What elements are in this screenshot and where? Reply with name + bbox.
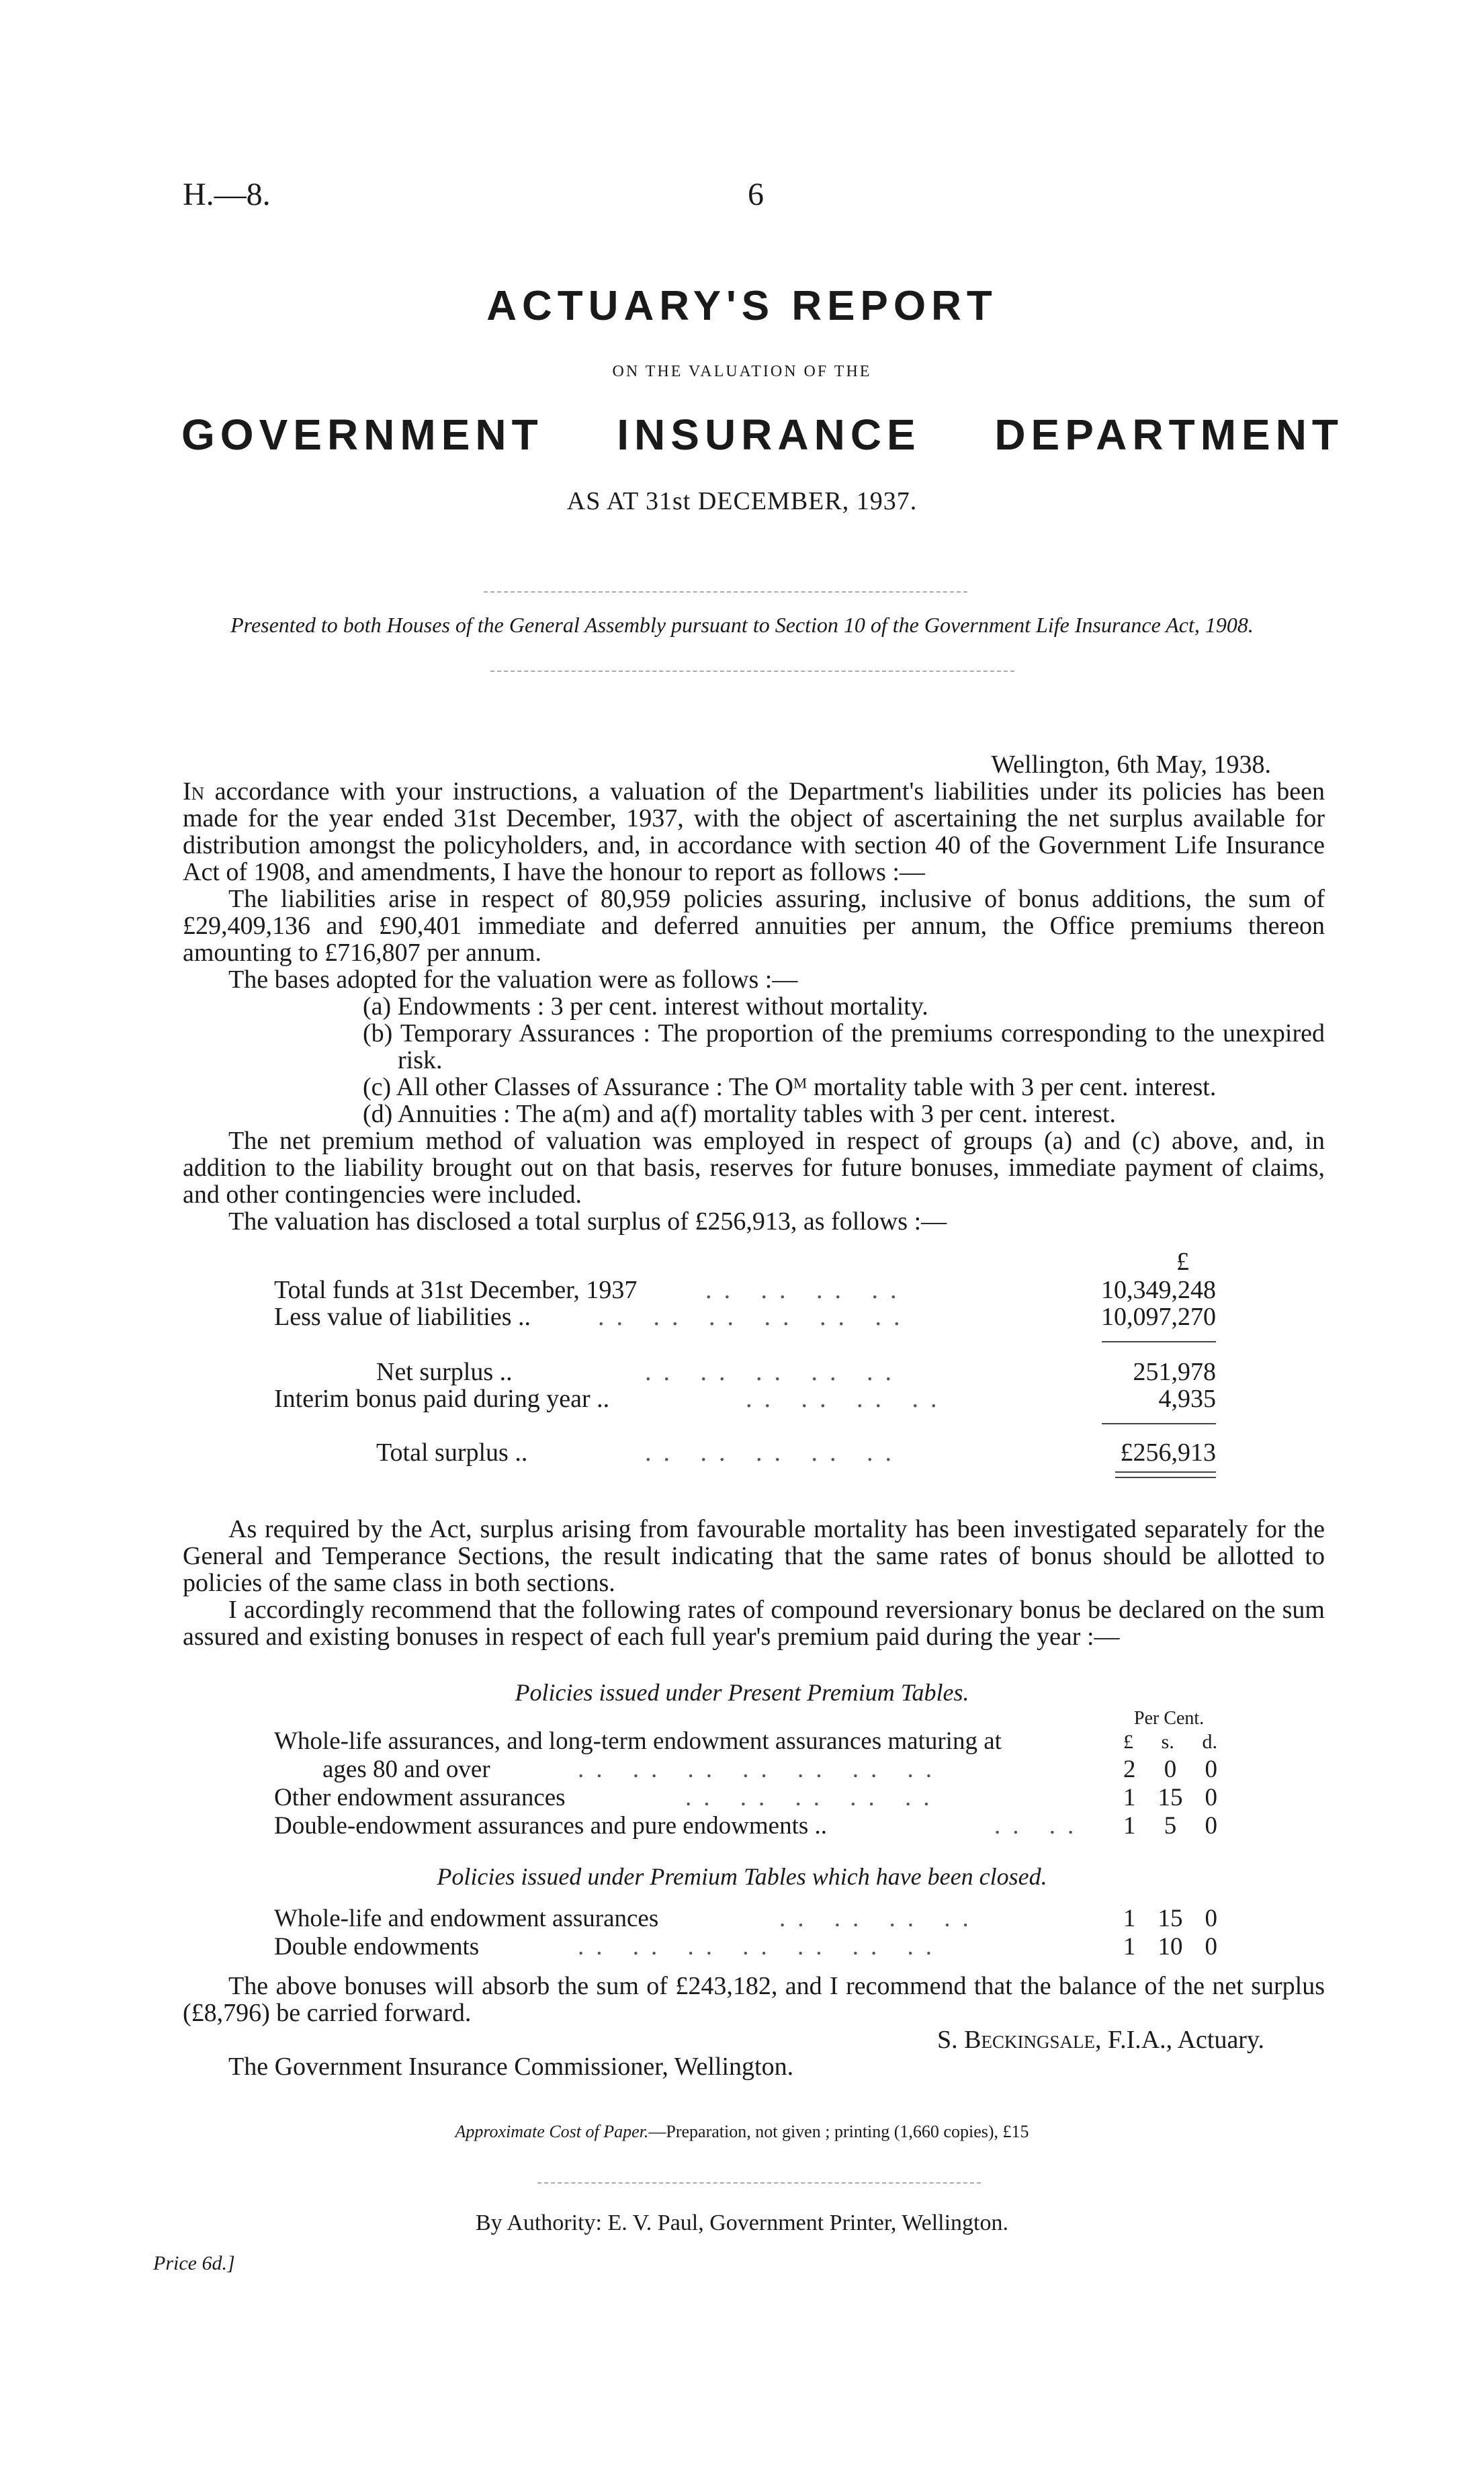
- currency-head: £: [1176, 1248, 1189, 1276]
- page-number: 6: [748, 177, 764, 212]
- bonus-rate: [1123, 1932, 1217, 1961]
- table-row-label: Less value of liabilities ..: [274, 1303, 531, 1331]
- signature-name: S. Beckingsale: [937, 2026, 1095, 2054]
- letter-body-continued: [183, 1516, 1325, 1650]
- unit-pound: £: [1123, 1731, 1133, 1753]
- percent-head: Per Cent.: [1134, 1708, 1205, 1729]
- rate-pence: 0: [1205, 1933, 1217, 1961]
- leader-dots: .. .. .. ..: [779, 1905, 981, 1932]
- leader-dots: .. .. .. ..: [746, 1385, 949, 1413]
- cost-label: Approximate Cost of Paper.: [455, 2122, 649, 2141]
- bonus-rate: [1123, 1755, 1217, 1784]
- closing: [183, 1973, 1325, 2080]
- leader-dots: .. .. .. .. ..: [645, 1438, 904, 1467]
- price: Price 6d.]: [153, 2252, 235, 2274]
- sum-rule: [1102, 1341, 1216, 1342]
- rate-pence: 0: [1205, 1756, 1217, 1783]
- cost-text: —Preparation, not given ; printing (1,660 copies), £15: [648, 2122, 1029, 2141]
- leader-dots: .. .. .. ..: [705, 1276, 909, 1304]
- table-row-label: Net surplus ..: [376, 1358, 513, 1386]
- bonus-row-label: Other endowment assurances: [274, 1784, 566, 1811]
- unit-shilling: s.: [1161, 1731, 1174, 1753]
- divider: [490, 671, 1014, 672]
- report-title: ACTUARY'S REPORT: [486, 283, 998, 329]
- paragraph: The above bonuses will absorb the sum of £243,182, and I recommend that the balance of the net surplus (£8,796) be carried forward.: [183, 1972, 1325, 2027]
- authority-line: By Authority: E. V. Paul, Government Printer, Wellington.: [476, 2210, 1008, 2235]
- rate-pence: 0: [1205, 1905, 1217, 1932]
- department-word-3: DEPARTMENT: [994, 411, 1344, 459]
- rate-shillings: 5: [1164, 1812, 1177, 1840]
- report-date: AS AT 31st DECEMBER, 1937.: [566, 487, 918, 515]
- basis-item: (a) Endowments : 3 per cent. interest without mortality.: [363, 992, 928, 1021]
- rate-pounds: 1: [1123, 1933, 1136, 1961]
- sum-rule: [1102, 1423, 1216, 1424]
- leader-dots: .. ..: [994, 1812, 1086, 1840]
- rate-shillings: 15: [1158, 1905, 1183, 1932]
- department-word-2: INSURANCE: [617, 411, 921, 459]
- bonus-row-label: Whole-life assurances, and long-term endowment assurances maturing at: [274, 1727, 1002, 1755]
- report-subtitle: ON THE VALUATION OF THE: [612, 363, 872, 380]
- table-row-label: Interim bonus paid during year ..: [274, 1385, 610, 1413]
- bonus-row-label: Double endowments: [274, 1933, 480, 1961]
- leader-dots: .. .. .. .. .. ..: [598, 1303, 912, 1331]
- table-row-label: Total surplus ..: [376, 1438, 528, 1467]
- rate-shillings: 10: [1158, 1933, 1183, 1961]
- paragraph: The net premium method of valuation was employed in respect of groups (a) and (c) above, and, in addition to the liability brought out on that basis, reserves for future bonuses, immediate payment of claims, and other contingencies were included.: [183, 1127, 1325, 1209]
- department-word-1: GOVERNMENT: [181, 411, 543, 459]
- dateline: Wellington, 6th May, 1938.: [991, 750, 1271, 779]
- presented-note: Presented to both Houses of the General Assembly pursuant to Section 10 of the Government Life Insurance Act, 1908.: [230, 613, 1254, 637]
- basis-item: (c) All other Classes of Assurance : The Oᴹ mortality table with 3 per cent. interest.: [363, 1073, 1217, 1101]
- bonus-row-label: Whole-life and endowment assurances: [274, 1905, 659, 1932]
- basis-item: (b) Temporary Assurances : The proportion of the premiums corresponding to the unexpired risk.: [363, 1019, 1325, 1074]
- leader-dots: .. .. .. .. .. .. ..: [578, 1756, 944, 1783]
- rate-pounds: 2: [1123, 1756, 1136, 1783]
- paragraph-text: accordance with your instructions, a valuation of the Department's liabilities under its policies has been made for the year ended 31st December, 1937, with the object of ascertaining the net surplus available for distribution amongst the policyholders, and, in accordance with section 40 of the Government Life Insurance Act of 1908, and amendments, I have the honour to report as follows :—: [183, 777, 1325, 886]
- paragraph: The bases adopted for the valuation were as follows :—: [228, 965, 798, 994]
- rate-shillings: 0: [1164, 1756, 1177, 1783]
- rate-pence: 0: [1205, 1812, 1217, 1840]
- basis-item: (d) Annuities : The a(m) and a(f) mortality tables with 3 per cent. interest.: [363, 1100, 1117, 1128]
- rate-pounds: 1: [1123, 1784, 1136, 1811]
- bonus-closed-heading: Policies issued under Premium Tables which have been closed.: [437, 1863, 1047, 1890]
- letter-body: [183, 751, 1325, 1235]
- department-title: [181, 410, 1344, 460]
- signature: [183, 2026, 1325, 2053]
- total-rule: [1115, 1471, 1216, 1473]
- bonus-rate: [1123, 1783, 1217, 1812]
- bonus-row-label: Double-endowment assurances and pure endowments ..: [274, 1812, 828, 1840]
- leader-dots: .. .. .. .. .. .. ..: [578, 1933, 944, 1961]
- paragraph: The valuation has disclosed a total surplus of £256,913, as follows :—: [228, 1207, 947, 1236]
- rate-pounds: 1: [1123, 1905, 1136, 1932]
- drop-lead: In: [183, 777, 205, 806]
- rate-pounds: 1: [1123, 1812, 1136, 1840]
- addressee: The Government Insurance Commissioner, Wellington.: [228, 2053, 794, 2081]
- leader-dots: .. .. .. .. ..: [645, 1358, 904, 1386]
- rate-shillings: 15: [1158, 1784, 1183, 1811]
- total-rule: [1115, 1477, 1216, 1478]
- paragraph: [183, 778, 1325, 886]
- table-row-amount: 10,349,248: [1101, 1276, 1216, 1304]
- bonus-row-label: ages 80 and over: [322, 1756, 490, 1783]
- paragraph: As required by the Act, surplus arising from favourable mortality has been investigated separately for the General and Temperance Sections, the result indicating that the same rates of bonus should be allotted to policies of the same class in both sections.: [183, 1515, 1325, 1597]
- bonus-present-heading: Policies issued under Present Premium Tables.: [515, 1679, 969, 1706]
- leader-dots: .. .. .. .. ..: [685, 1784, 942, 1811]
- unit-pence: d.: [1202, 1731, 1217, 1753]
- bonus-rate: [1123, 1811, 1217, 1840]
- bonus-rate: [1123, 1904, 1217, 1933]
- paragraph: The liabilities arise in respect of 80,959 policies assuring, inclusive of bonus additions, the sum of £29,409,136 and £90,401 immediate and deferred annuities per annum, the Office premiums thereon amounting to £716,807 per annum.: [183, 885, 1325, 967]
- table-row-amount: 10,097,270: [1101, 1303, 1216, 1331]
- table-row-label: Total funds at 31st December, 1937: [274, 1276, 638, 1304]
- table-row-amount: £256,913: [1120, 1438, 1216, 1467]
- rate-pence: 0: [1205, 1784, 1217, 1811]
- paragraph: I accordingly recommend that the following rates of compound reversionary bonus be declared on the sum assured and existing bonuses in respect of each full year's premium paid during the year :—: [183, 1596, 1325, 1651]
- table-row-amount: 4,935: [1158, 1385, 1216, 1413]
- divider: [484, 591, 967, 593]
- signature-title: , F.I.A., Actuary.: [1094, 2026, 1264, 2054]
- cost-note: [0, 2122, 1484, 2142]
- unit-head: [1123, 1731, 1217, 1754]
- divider: [537, 2182, 981, 2184]
- document-code: H.—8.: [183, 177, 271, 212]
- table-row-amount: 251,978: [1133, 1358, 1216, 1386]
